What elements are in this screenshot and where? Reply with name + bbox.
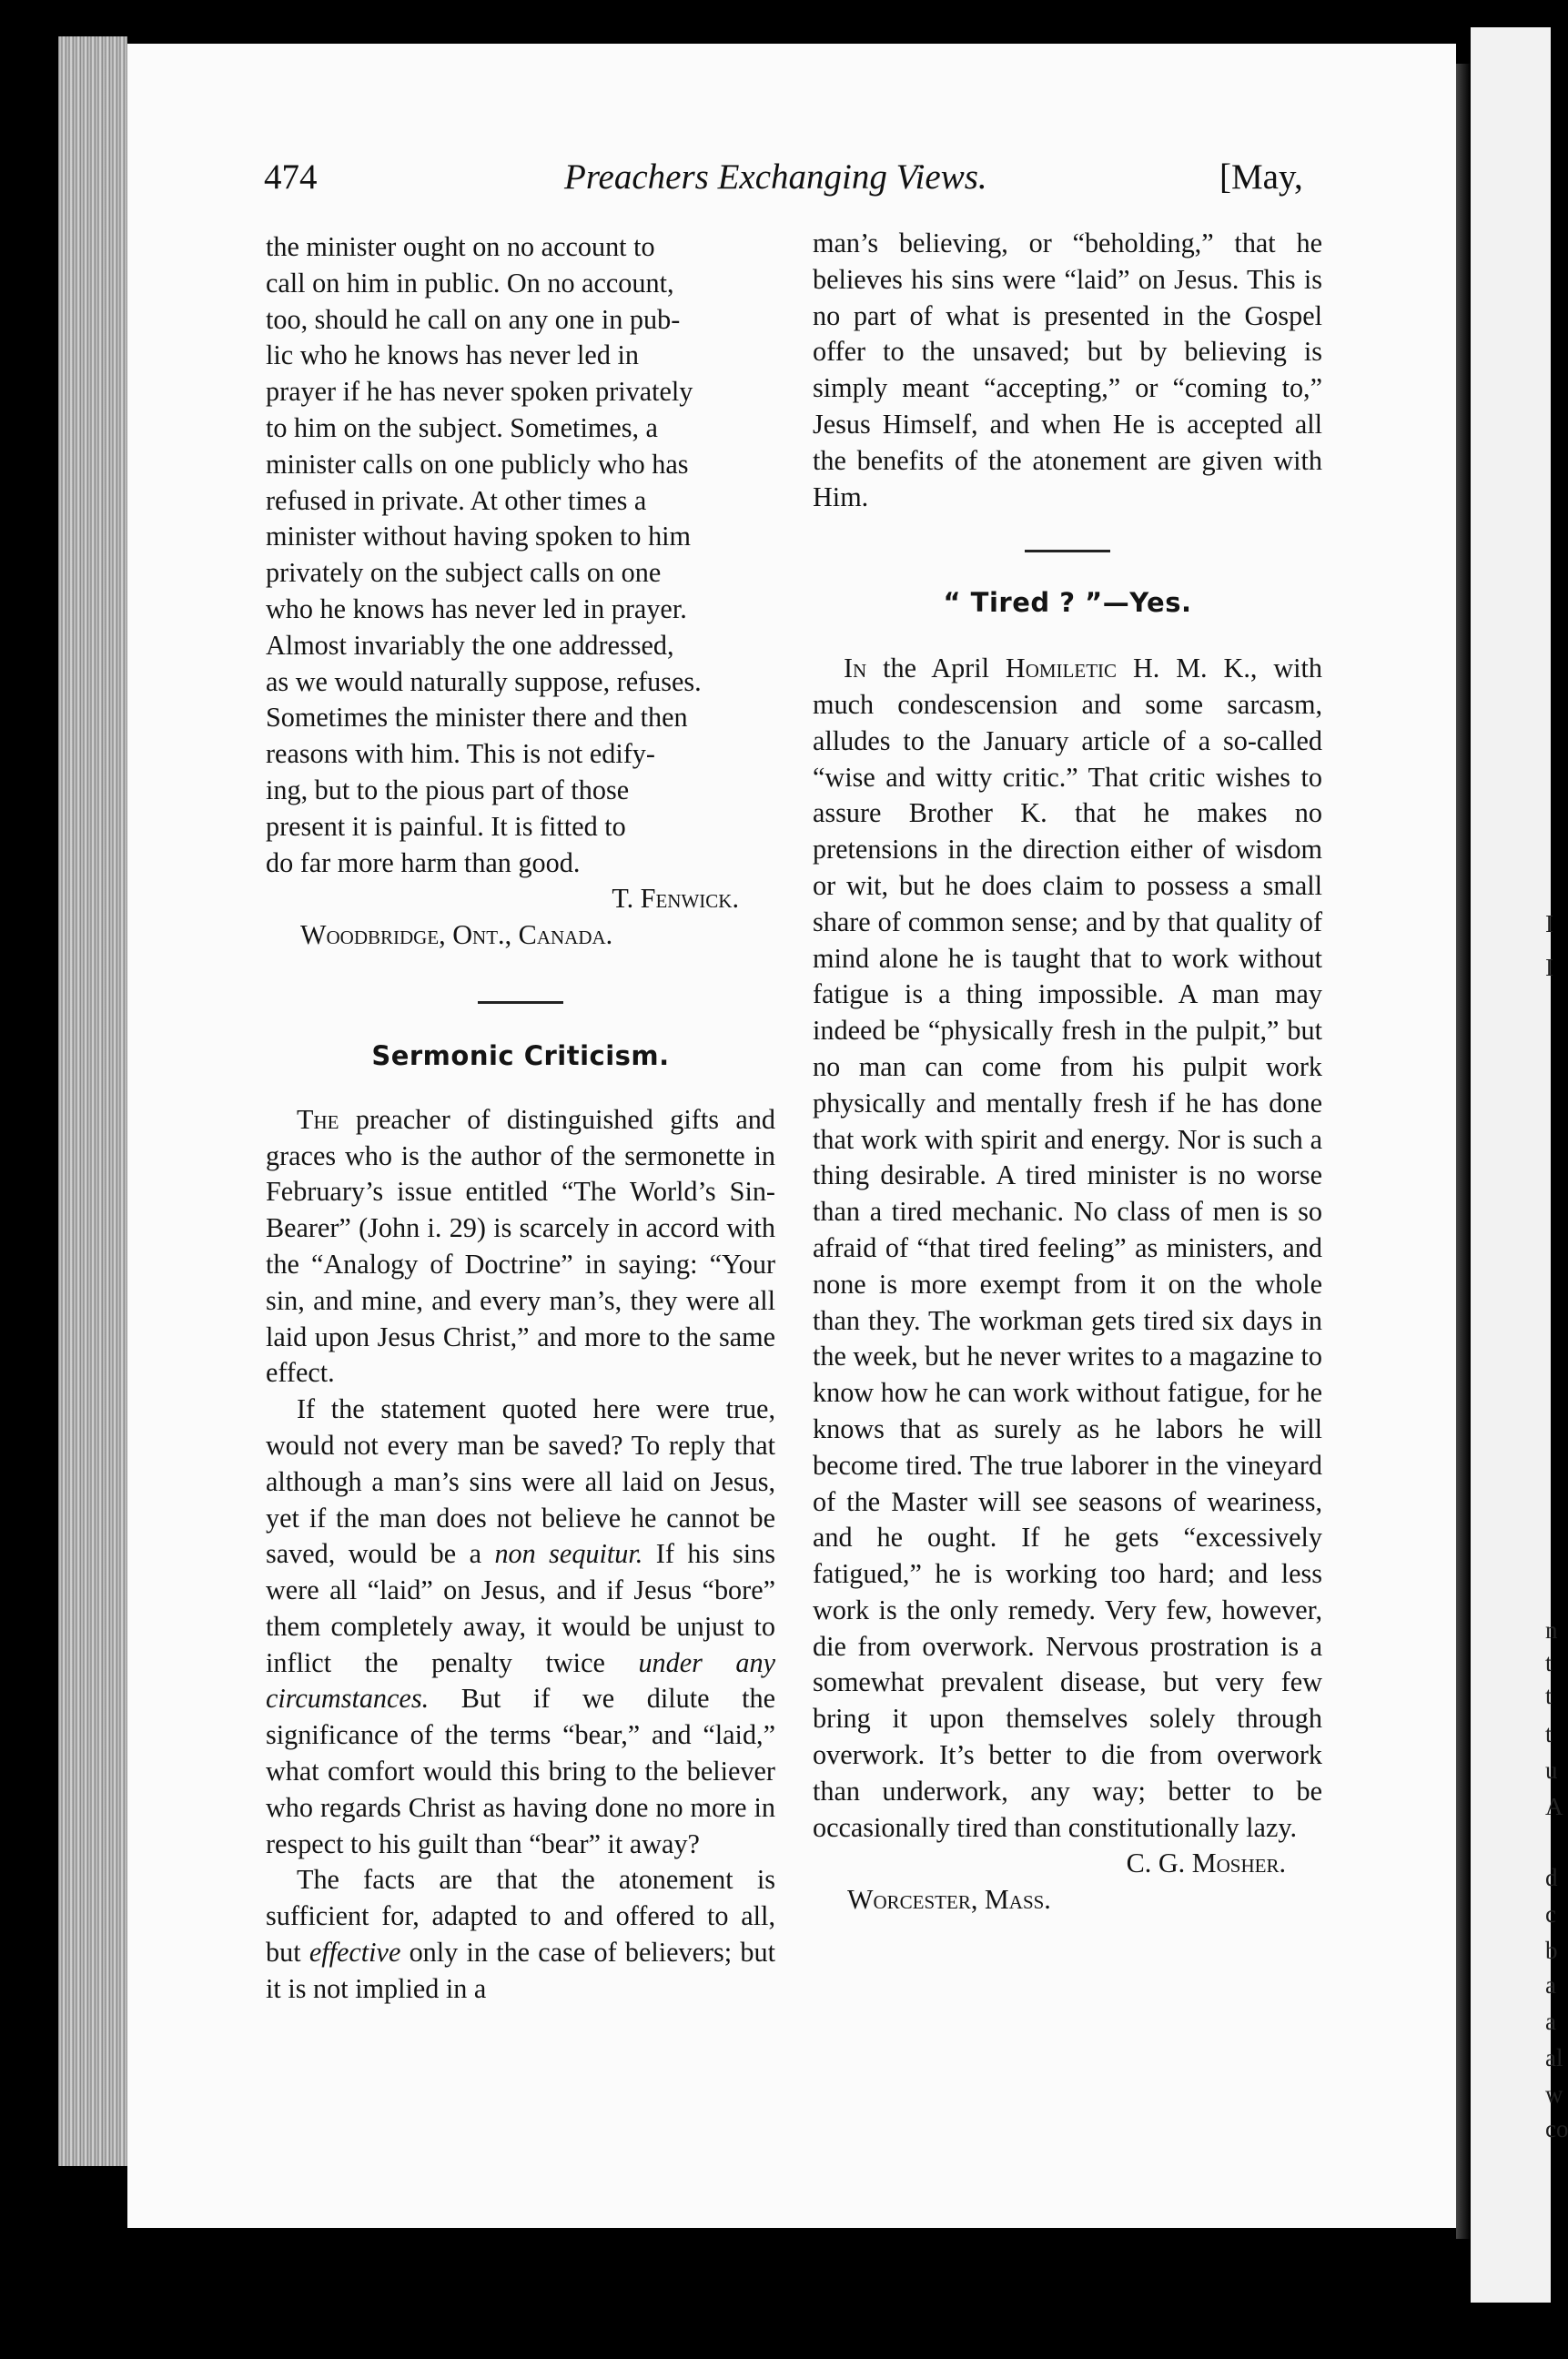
- left-column: [266, 229, 775, 2008]
- text-line: reasons with him. This is not edify-: [266, 738, 655, 770]
- emphasis: non sequitur.: [494, 1538, 643, 1570]
- facing-page-fragment: n: [1545, 1616, 1558, 1644]
- gutter-shadow: [1456, 64, 1471, 2239]
- facing-page-fragment: al: [1545, 2044, 1563, 2071]
- running-month: [May,: [1219, 157, 1303, 197]
- facing-page-fragment: co: [1545, 2115, 1568, 2142]
- text-line: the minister ought on no account to: [266, 231, 655, 262]
- text-line: who he knows has never led in prayer.: [266, 592, 687, 624]
- book-page-edges: [58, 36, 127, 2166]
- facing-page-fragment: a: [1545, 1971, 1556, 1999]
- facing-page-fragment: d: [1545, 1864, 1558, 1891]
- facing-page-fragment: b: [1545, 1937, 1558, 1964]
- text-line: too, should he call on any one in pub-: [266, 303, 681, 335]
- text-line: as we would naturally suppose, refuses.: [266, 665, 702, 697]
- text-line: privately on the subject calls on one: [266, 557, 662, 589]
- running-title: Preachers Exchanging Views.: [564, 157, 987, 197]
- facing-page-fragment: u: [1545, 1757, 1558, 1784]
- text-line: minister calls on one publicly who has: [266, 448, 689, 480]
- emphasis: effective: [309, 1937, 401, 1969]
- lead-word: The: [297, 1103, 339, 1135]
- text-line: present it is painful. It is fitted to: [266, 810, 626, 842]
- emphasis: under any circumstances.: [266, 1646, 776, 1715]
- text-line: Sometimes the minister there and then: [266, 702, 688, 734]
- section-heading: Sermonic Criticism.: [371, 1039, 670, 1071]
- text-line: Almost invariably the one addressed,: [266, 629, 674, 661]
- paragraph: The preacher of distinguished gifts and graces who is the author of the sermonette in February’s issue entitled “The World’s Sin-Bearer” (John i. 29) is scarcely in accord with the “Analogy of Doctrine” in saying: “Your sin, and mine, and every man’s, they were all laid upon Jesus Christ,” and more to the same effect.: [266, 1103, 775, 1389]
- page-number: 474: [264, 157, 318, 197]
- facing-page-fragment: c: [1545, 1900, 1556, 1928]
- facing-page-fragment: w: [1545, 2081, 1563, 2108]
- author-signature: T. Fenwick.: [612, 883, 739, 915]
- text-line: minister without having spoken to him: [266, 521, 692, 552]
- text-line: ing, but to the pious part of those: [266, 774, 630, 805]
- text-line: call on him in public. On no account,: [266, 267, 674, 299]
- letter-conclusion: [266, 229, 775, 881]
- author-location: Worcester, Mass.: [847, 1884, 1051, 1916]
- facing-page-fragment: a: [1545, 2008, 1556, 2035]
- section-heading: “ Tired ? ”—Yes.: [943, 587, 1192, 619]
- paragraph: If the statement quoted here were true, would not every man be saved? To reply that although a man’s sins were all laid on Jesus, yet if the man does not believe he cannot be saved, would be a non sequitur. If his sins were all “laid” on Jesus, and if Jesus “bore” them completely away, it would be unjust to inflict the penalty twice under any circumstances. But if we dilute the significance of the terms “bear,” and “laid,” what comfort would this bring to the believer who regards Christ as having done no more in respect to his guilt than “bear” it away?: [266, 1393, 776, 1859]
- paragraph: In the April Homiletic H. M. K., with much condescension and some sarcasm, alludes to the January article of a so-called “wise and witty critic.” That critic wishes to assure Brother K. that he makes no pretensions in the direction either of wisdom or wit, but he does claim to possess a small share of common sense; and by that quality of mind alone he is taught that to work without fatigue is a thing impossible. A man may indeed be “physically fresh in the pulpit,” but no man can come from his pulpit work physically and mentally fresh if he has done that work with spirit and energy. Nor is such a thing desirable. A tired minister is no worse than a tired mechanic. No class of men is so afraid of “that tired feeling” as ministers, and none is more exempt from it on the whole than they. The workman gets tired six days in the week, but he never writes to a magazine to know how he can work without fatigue, for he knows that as surely as he labors he will become tired. The true laborer in the vineyard of the Master will see seasons of weariness, and he ought. If he gets “excessively fatigued,” he is working too hard; and less work is the only remedy. Very few, however, die from overwork. Nervous prostration is a somewhat prevalent disease, but very few bring it upon themselves solely through overwork. It’s better to die from overwork than underwork, any way; better to be occasionally tired than constitutionally lazy.: [813, 653, 1322, 1843]
- facing-page-strip: [1471, 27, 1551, 2303]
- facing-page-fragment: A: [1545, 1793, 1563, 1820]
- facing-page-fragment: I: [1545, 954, 1553, 981]
- facing-page-fragment: t: [1545, 1649, 1553, 1676]
- text-line: prayer if he has never spoken privately: [266, 376, 693, 408]
- paragraph: The facts are that the atonement is sufficient for, adapted to and offered to all, but effective only in the case of believers; but it is not implied in a: [266, 1864, 775, 2004]
- running-header: [264, 157, 1320, 202]
- facing-page-fragment: t: [1545, 1682, 1553, 1709]
- facing-page-fragment: I: [1545, 910, 1553, 937]
- text-line: do far more harm than good.: [266, 846, 581, 878]
- right-column: [813, 226, 1322, 1919]
- lead-word: In: [844, 653, 867, 684]
- journal-name: Homiletic: [1005, 653, 1118, 684]
- text-line: to him on the subject. Sometimes, a: [266, 411, 658, 443]
- text-line: refused in private. At other times a: [266, 484, 647, 516]
- paragraph: man’s believing, or “beholding,” that he believes his sins were “laid” on Jesus. This is no part of what is presented in the Gospel offer to the unsaved; but by believing is simply meant “accepting,” or “coming to,” Jesus Himself, and when He is accepted all the benefits of the atonement are given with Him.: [813, 228, 1322, 512]
- text-line: lic who he knows has never led in: [266, 339, 639, 371]
- facing-page-fragment: t: [1545, 1720, 1553, 1747]
- author-location: Woodbridge, Ont., Canada.: [300, 919, 613, 951]
- author-signature: C. G. Mosher.: [1126, 1848, 1286, 1879]
